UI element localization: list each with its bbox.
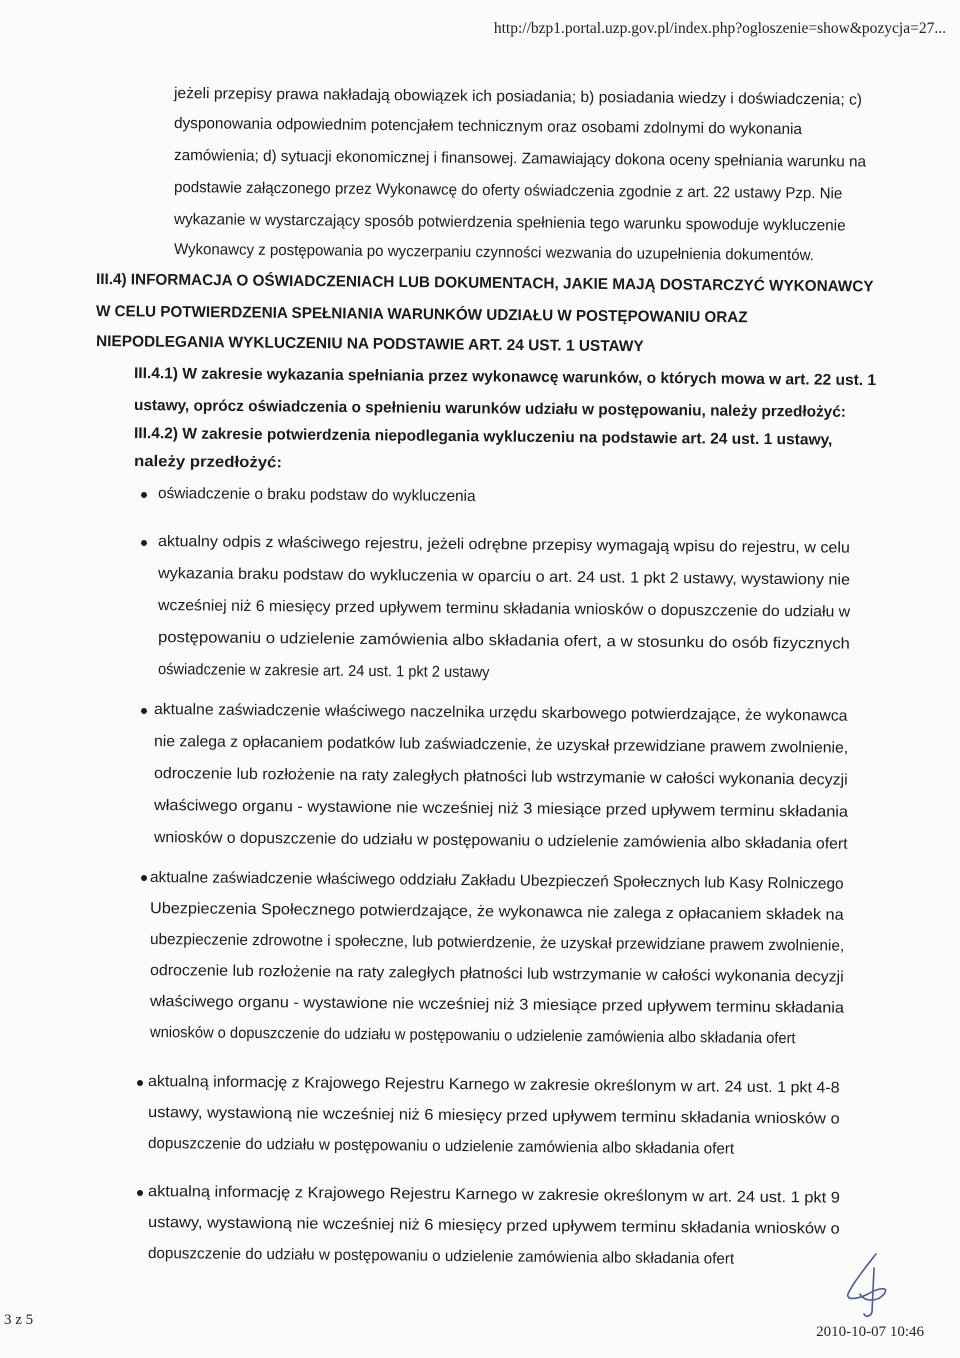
bullet-text-line: Ubezpieczenia Społecznego potwierdzające, że wykonawca nie zalega z opłacaniem składek na bbox=[149, 900, 844, 924]
bullet-text-line: odroczenie lub rozłożenie na raty zaległych płatności lub wstrzymanie w całości wykonania decyzji bbox=[149, 962, 844, 986]
subsection-text-line: III.4.1) W zakresie wykazania spełniania przez wykonawcę warunków, o których mowa w art. 22 ust. 1 bbox=[133, 365, 877, 390]
intro-text-line: zamówienia; d) sytuacji ekonomicznej i finansowej. Zamawiający dokona oceny spełniania warunku na bbox=[173, 147, 867, 171]
bullet-text-line: dopuszczenie do udziału w postępowaniu o udzielenie zamówienia albo składania ofert bbox=[147, 1135, 735, 1158]
intro-text-line: wykazanie w wystarczający sposób potwierdzenia spełnienia tego warunku spowoduje wykluczenie bbox=[173, 211, 846, 235]
bullet-marker bbox=[141, 875, 147, 881]
bullet-text-line: aktualną informację z Krajowego Rejestru Karnego w zakresie określonym w art. 24 ust. 1 pkt 9 bbox=[147, 1183, 840, 1207]
handwritten-signature bbox=[838, 1250, 898, 1320]
section-heading-line: III.4) INFORMACJA O OŚWIADCZENIACH LUB DOKUMENTACH, JAKIE MAJĄ DOSTARCZYĆ WYKONAWCY bbox=[95, 271, 874, 296]
bullet-text-line: ustawy, wystawioną nie wcześniej niż 6 miesięcy przed upływem terminu składania wniosków o bbox=[147, 1104, 840, 1128]
intro-text-line: jeżeli przepisy prawa nakładają obowiązek ich posiadania; b) posiadania wiedzy i doświadczenia; c) bbox=[173, 85, 863, 109]
bullet-text-line: wniosków o dopuszczenie do udziału w postępowaniu o udzielenie zamówienia albo składania ofert bbox=[149, 1024, 796, 1048]
bullet-text-line: wcześniej niż 6 miesięcy przed upływem terminu składania wniosków o dopuszczenie do udziału w bbox=[157, 597, 851, 621]
bullet-marker bbox=[141, 492, 147, 498]
bullet-text-line: nie zalega z opłacaniem podatków lub zaświadczenie, że uzyskał przewidziane prawem zwolnienie, bbox=[153, 733, 849, 757]
section-heading-line: W CELU POTWIERDZENIA SPEŁNIANIA WARUNKÓW UDZIAŁU W POSTĘPOWANIU ORAZ bbox=[95, 303, 748, 327]
bullet-text-line: wniosków o dopuszczenie do udziału w postępowaniu o udzielenie zamówienia albo składania ofert bbox=[153, 829, 848, 853]
intro-text-line: podstawie załączonego przez Wykonawcę do oferty oświadczenia zgodnie z art. 22 ustawy Pzp. Nie bbox=[173, 179, 843, 203]
bullet-text-line: aktualny odpis z właściwego rejestru, jeżeli odrębne przepisy wymagają wpisu do rejestru, w celu bbox=[157, 533, 850, 557]
intro-text-line: dysponowania odpowiednim potencjałem technicznym oraz osobami zdolnymi do wykonania bbox=[173, 115, 803, 139]
subsection-text-line: ustawy, oprócz oświadczenia o spełnieniu warunków udziału w postępowaniu, należy przedłożyć: bbox=[133, 397, 847, 421]
bullet-text-line: ustawy, wystawioną nie wcześniej niż 6 miesięcy przed upływem terminu składania wniosków o bbox=[147, 1214, 840, 1238]
bullet-text-line: aktualne zaświadczenie właściwego naczelnika urzędu skarbowego potwierdzające, że wykonawca bbox=[153, 701, 848, 725]
print-datetime: 2010-10-07 10:46 bbox=[816, 1324, 924, 1340]
bullet-text-line: dopuszczenie do udziału w postępowaniu o udzielenie zamówienia albo składania ofert bbox=[147, 1245, 735, 1268]
bullet-text-line: wykazania braku podstaw do wykluczenia w oparciu o art. 24 ust. 1 pkt 2 ustawy, wystawiony nie bbox=[157, 565, 851, 589]
bullet-marker bbox=[137, 1190, 143, 1196]
page-url: http://bzp1.portal.uzp.gov.pl/index.php?ogloszenie=show&pozycja=27... bbox=[493, 20, 946, 37]
bullet-text-line: aktualną informację z Krajowego Rejestru Karnego w zakresie określonym w art. 24 ust. 1 pkt 4-8 bbox=[147, 1073, 840, 1097]
subsection-text-line: należy przedłożyć: bbox=[133, 453, 283, 472]
bullet-text-line: postępowaniu o udzielenie zamówienia albo składania ofert, a w stosunku do osób fizycznych bbox=[157, 629, 850, 653]
bullet-text-line: aktualne zaświadczenie właściwego oddziału Zakładu Ubezpieczeń Społecznych lub Kasy Rolniczego bbox=[149, 869, 844, 893]
bullet-text-line: właściwego organu - wystawione nie wcześniej niż 3 miesiące przed upływem terminu składania bbox=[153, 797, 849, 821]
bullet-text-line: oświadczenie o braku podstaw do wykluczenia bbox=[157, 485, 476, 506]
section-heading-line: NIEPODLEGANIA WYKLUCZENIU NA PODSTAWIE ART. 24 UST. 1 USTAWY bbox=[95, 333, 644, 356]
bullet-text-line: oświadczenie w zakresie art. 24 ust. 1 pkt 2 ustawy bbox=[157, 661, 490, 682]
bullet-text-line: ubezpieczenie zdrowotne i społeczne, lub potwierdzenie, że uzyskał przewidziane prawem zwolnienie, bbox=[149, 931, 845, 955]
bullet-text-line: właściwego organu - wystawione nie wcześniej niż 3 miesiące przed upływem terminu składania bbox=[149, 993, 845, 1017]
subsection-text-line: III.4.2) W zakresie potwierdzenia niepodlegania wykluczeniu na podstawie art. 24 ust. 1 ustawy, bbox=[133, 425, 833, 449]
bullet-marker bbox=[141, 540, 147, 546]
intro-text-line: Wykonawcy z postępowania po wyczerpaniu czynności wezwania do uzupełnienia dokumentów. bbox=[173, 241, 814, 265]
bullet-marker bbox=[137, 1080, 143, 1086]
bullet-text-line: odroczenie lub rozłożenie na raty zaległych płatności lub wstrzymanie w całości wykonania decyzji bbox=[153, 765, 848, 789]
bullet-marker bbox=[141, 708, 147, 714]
page-number: 3 z 5 bbox=[4, 1312, 34, 1328]
